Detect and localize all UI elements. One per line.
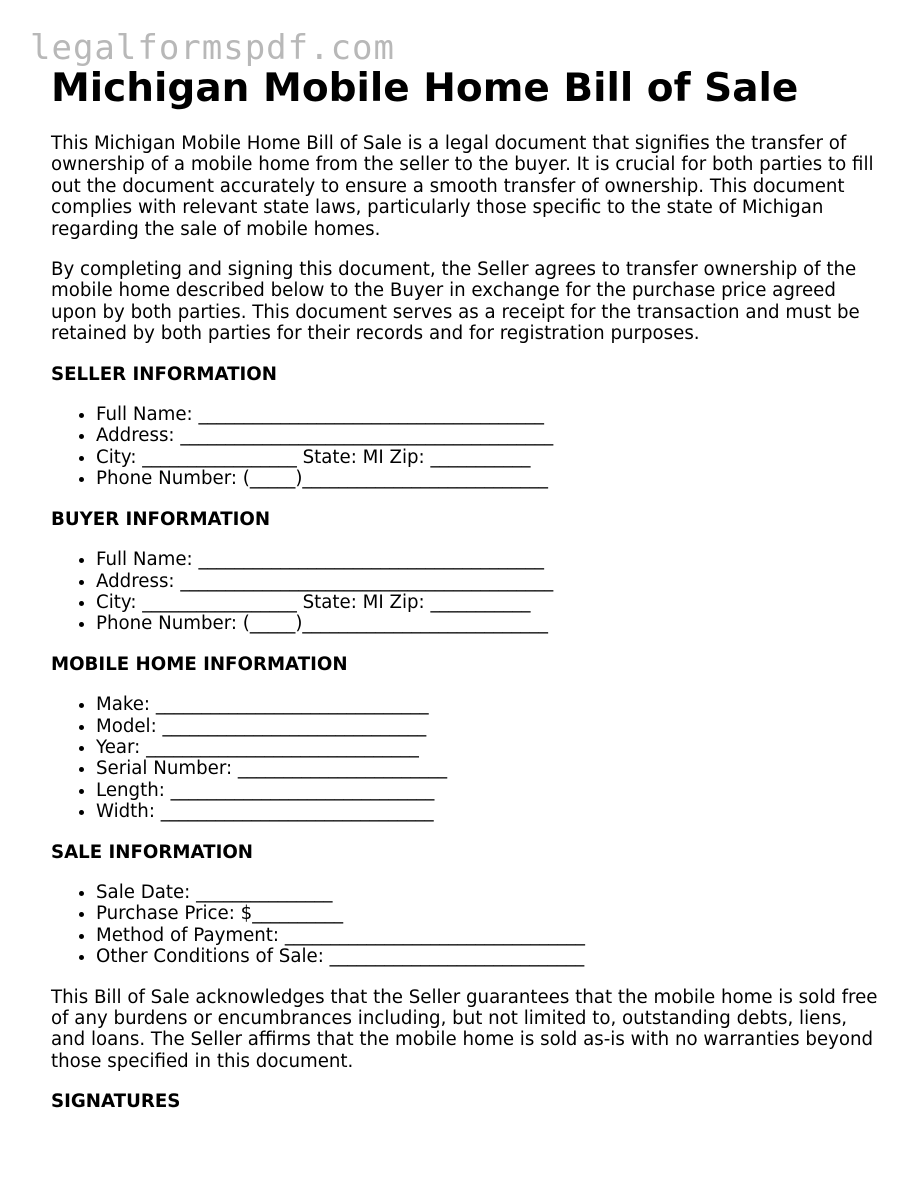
signatures-section-heading: SIGNATURES xyxy=(51,1091,181,1113)
buyer-city-state-zip-field: • City: _________________ State: MI Zip: ___________ xyxy=(96,592,881,613)
buyer-fields-list xyxy=(51,549,881,635)
make-field: • Make: ______________________________ xyxy=(96,694,881,715)
mobile-home-section-heading: MOBILE HOME INFORMATION xyxy=(51,653,348,675)
page-title: Michigan Mobile Home Bill of Sale xyxy=(51,66,799,111)
seller-full-name-field: • Full Name: ______________________________________ xyxy=(96,404,881,425)
buyer-full-name-field: • Full Name: ______________________________________ xyxy=(96,549,881,570)
purchase-price-field: • Purchase Price: $__________ xyxy=(96,903,881,924)
other-conditions-field: • Other Conditions of Sale: ____________________________ xyxy=(96,946,881,967)
site-watermark: legalformspdf.com xyxy=(30,28,395,68)
serial-number-field: • Serial Number: _______________________ xyxy=(96,758,881,779)
document-body xyxy=(51,133,881,1132)
buyer-phone-field: • Phone Number: (_____)___________________________ xyxy=(96,613,881,634)
year-field: • Year: ______________________________ xyxy=(96,737,881,758)
seller-address-field: • Address: _________________________________________ xyxy=(96,425,881,446)
seller-fields-list xyxy=(51,404,881,490)
seller-section-heading: SELLER INFORMATION xyxy=(51,363,277,385)
sale-date-field: • Sale Date: _______________ xyxy=(96,882,881,903)
intro-paragraph-1: This Michigan Mobile Home Bill of Sale is a legal document that signifies the transfer of ownership of a mobile home from the seller to the buyer. It is crucial for both parties to fill out the document accurately to ensure a smooth transfer of ownership. This document complies with relevant state laws, particularly those specific to the state of Michigan regarding the sale of mobile homes. xyxy=(51,133,874,240)
buyer-section-heading: BUYER INFORMATION xyxy=(51,508,271,530)
length-field: • Length: _____________________________ xyxy=(96,780,881,801)
model-field: • Model: _____________________________ xyxy=(96,716,881,737)
seller-city-state-zip-field: • City: _________________ State: MI Zip: ___________ xyxy=(96,447,881,468)
sale-section-heading: SALE INFORMATION xyxy=(51,841,254,863)
acknowledgment-paragraph: This Bill of Sale acknowledges that the Seller guarantees that the mobile home is sold free of any burdens or encumbrances including, but not limited to, outstanding debts, liens, and loans. The Seller affirms that the mobile home is sold as-is with no warranties beyond those specified in this document. xyxy=(51,986,878,1072)
intro-paragraph-2: By completing and signing this document, the Seller agrees to transfer ownership of the mobile home described below to the Buyer in exchange for the purchase price agreed upon by both parties. This document serves as a receipt for the transaction and must be retained by both parties for their records and for registration purposes. xyxy=(51,259,860,345)
width-field: • Width: ______________________________ xyxy=(96,801,881,822)
seller-phone-field: • Phone Number: (_____)___________________________ xyxy=(96,468,881,489)
payment-method-field: • Method of Payment: _________________________________ xyxy=(96,925,881,946)
mobile-home-fields-list xyxy=(51,694,881,822)
sale-fields-list xyxy=(51,882,881,968)
buyer-address-field: • Address: _________________________________________ xyxy=(96,571,881,592)
